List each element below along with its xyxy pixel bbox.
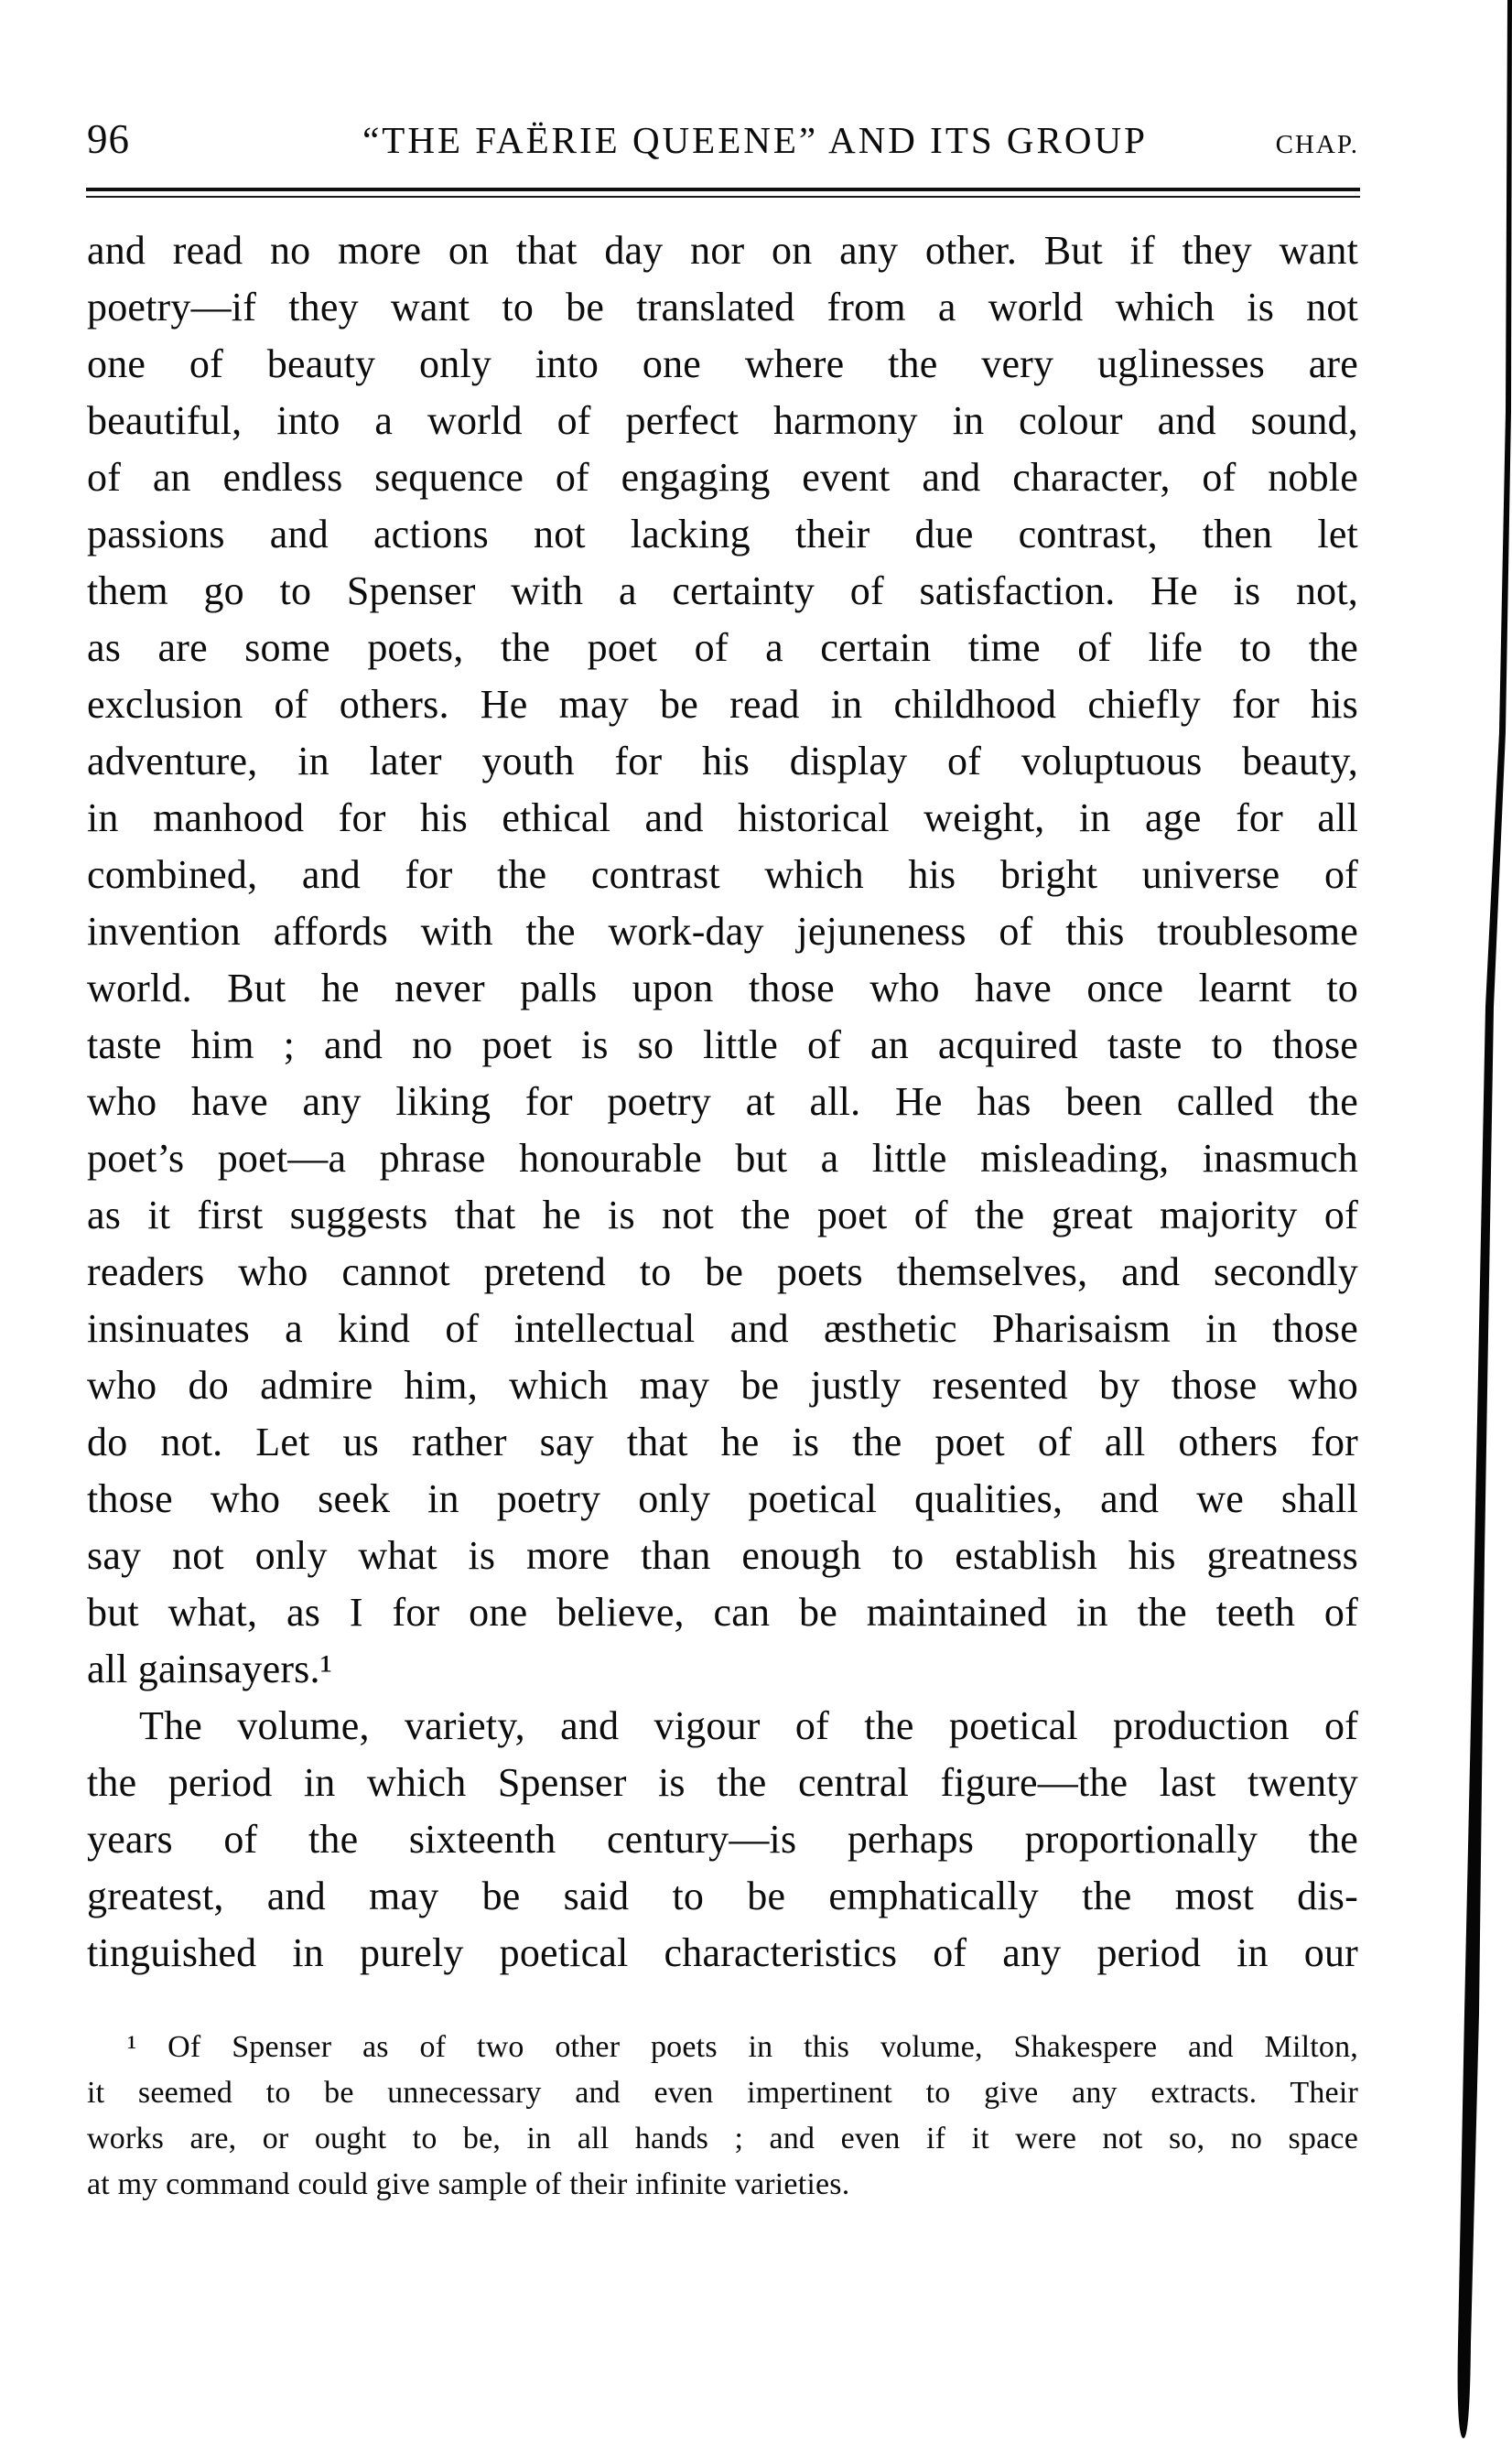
- page-number: 96: [87, 116, 130, 162]
- header-rule-top: [86, 188, 1360, 191]
- text-line: all gainsayers.¹: [87, 1647, 333, 1691]
- text-line: passions and actions not lacking their due contrast, then let: [87, 512, 1358, 556]
- text-line: as are some poets, the poet of a certain time of life to the: [87, 625, 1358, 670]
- body-text: [87, 222, 1358, 1982]
- text-line: tinguished in purely poetical characteristics of any period in our: [87, 1930, 1358, 1975]
- text-line: at my command could give sample of their infinite varieties.: [87, 2167, 850, 2201]
- running-title: “THE FAËRIE QUEENE” AND ITS GROUP: [362, 119, 1148, 161]
- text-line: years of the sixteenth century—is perhaps proportionally the: [87, 1817, 1358, 1862]
- paragraph: [87, 2025, 1358, 2208]
- text-line: world. But he never palls upon those who have once learnt to: [87, 966, 1358, 1010]
- text-line: ¹ Of Spenser as of two other poets in this volume, Shakespere and Milton,: [127, 2030, 1358, 2064]
- text-line: who have any liking for poetry at all. He has been called the: [87, 1079, 1358, 1124]
- text-line: them go to Spenser with a certainty of satisfaction. He is not,: [87, 568, 1358, 613]
- text-line: The volume, variety, and vigour of the poetical production of: [139, 1703, 1358, 1748]
- text-line: greatest, and may be said to be emphatically the most dis-: [87, 1874, 1358, 1918]
- header-rule-bottom: [86, 196, 1360, 198]
- text-line: insinuates a kind of intellectual and æsthetic Pharisaism in those: [87, 1306, 1358, 1351]
- text-line: who do admire him, which may be justly resented by those who: [87, 1363, 1358, 1408]
- text-line: invention affords with the work-day jejuneness of this troublesome: [87, 909, 1358, 954]
- paragraph: [87, 222, 1358, 1698]
- text-line: do not. Let us rather say that he is the poet of all others for: [87, 1420, 1358, 1464]
- text-line: works are, or ought to be, in all hands ; and even if it were not so, no space: [87, 2122, 1358, 2155]
- text-line: the period in which Spenser is the central figure—the last twenty: [87, 1760, 1358, 1805]
- running-head: [87, 115, 1359, 163]
- text-line: but what, as I for one believe, can be maintained in the teeth of: [87, 1590, 1358, 1635]
- text-line: those who seek in poetry only poetical qualities, and we shall: [87, 1476, 1358, 1521]
- text-line: adventure, in later youth for his display of voluptuous beauty,: [87, 739, 1358, 783]
- text-line: one of beauty only into one where the very uglinesses are: [87, 341, 1358, 386]
- paragraph: [87, 1698, 1358, 1982]
- text-line: combined, and for the contrast which his bright universe of: [87, 852, 1358, 897]
- text-line: taste him ; and no poet is so little of an acquired taste to those: [87, 1022, 1358, 1067]
- text-line: poet’s poet—a phrase honourable but a little misleading, inasmuch: [87, 1136, 1358, 1181]
- text-line: beautiful, into a world of perfect harmony in colour and sound,: [87, 398, 1358, 443]
- footnote: [87, 2025, 1358, 2208]
- text-line: in manhood for his ethical and historical weight, in age for all: [87, 795, 1358, 840]
- chapter-label: CHAP.: [1275, 130, 1359, 159]
- text-line: say not only what is more than enough to establish his greatness: [87, 1533, 1358, 1578]
- text-line: and read no more on that day nor on any other. But if they want: [87, 228, 1358, 273]
- text-line: readers who cannot pretend to be poets themselves, and secondly: [87, 1249, 1358, 1294]
- text-line: poetry—if they want to be translated from a world which is not: [87, 285, 1358, 329]
- text-line: of an endless sequence of engaging event and character, of noble: [87, 455, 1358, 500]
- text-line: it seemed to be unnecessary and even impertinent to give any extracts. Their: [87, 2076, 1358, 2110]
- text-line: as it first suggests that he is not the poet of the great majority of: [87, 1193, 1358, 1237]
- text-line: exclusion of others. He may be read in childhood chiefly for his: [87, 682, 1358, 727]
